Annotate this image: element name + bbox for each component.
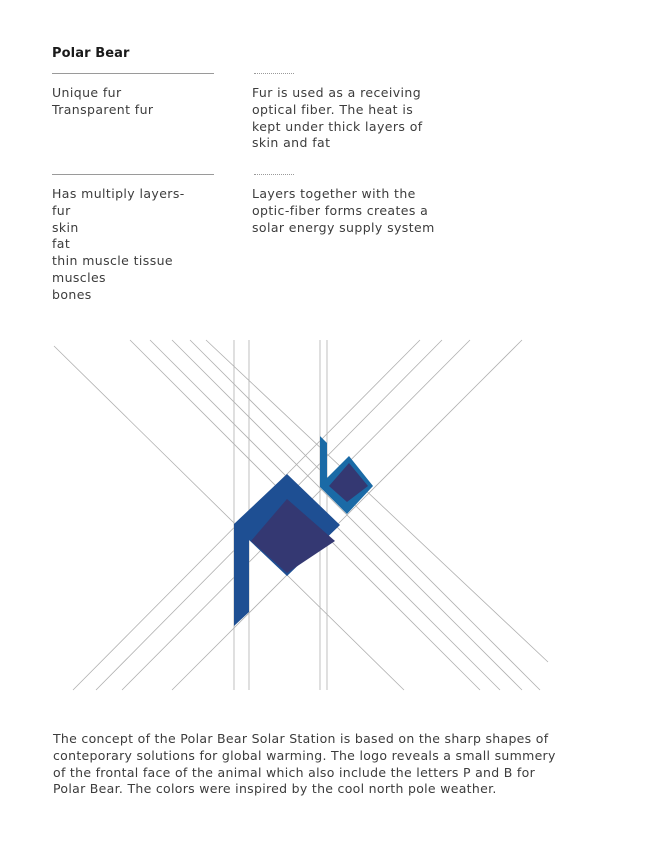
list-item: skin xyxy=(52,219,79,235)
text-line: optical fiber. The heat is xyxy=(252,101,414,117)
text-line: Layers together with the xyxy=(252,186,416,201)
description-paragraph xyxy=(53,731,556,798)
list-item: fat xyxy=(52,236,71,252)
list-item: Unique fur xyxy=(52,85,122,100)
list-item: Transparent fur xyxy=(52,101,154,117)
list-item: fur xyxy=(52,202,71,218)
text-line: The concept of the Polar Bear Solar Station is based on the sharp shapes of xyxy=(53,731,549,746)
grid-line xyxy=(54,346,404,690)
list-item: bones xyxy=(52,286,92,302)
text-line: conteporary solutions for global warming. The logo reveals a small summery xyxy=(53,747,556,763)
text-line: Polar Bear. The colors were inspired by the cool north pole weather. xyxy=(53,781,497,797)
grid-line xyxy=(190,340,540,690)
list-item: muscles xyxy=(52,269,106,285)
grid-line xyxy=(206,340,548,662)
text-line: skin and fat xyxy=(252,135,331,151)
text-line: optic-fiber forms creates a xyxy=(252,202,429,218)
text-line: solar energy supply system xyxy=(252,219,435,235)
text-line: Fur is used as a receiving xyxy=(252,85,422,100)
list-item: Has multiply layers- xyxy=(52,186,185,201)
text-line: of the frontal face of the animal which also include the letters P and B for xyxy=(53,764,536,780)
text-line: kept under thick layers of xyxy=(252,118,423,134)
list-item: thin muscle tissue xyxy=(52,253,174,269)
page-title: Polar Bear xyxy=(52,46,130,61)
